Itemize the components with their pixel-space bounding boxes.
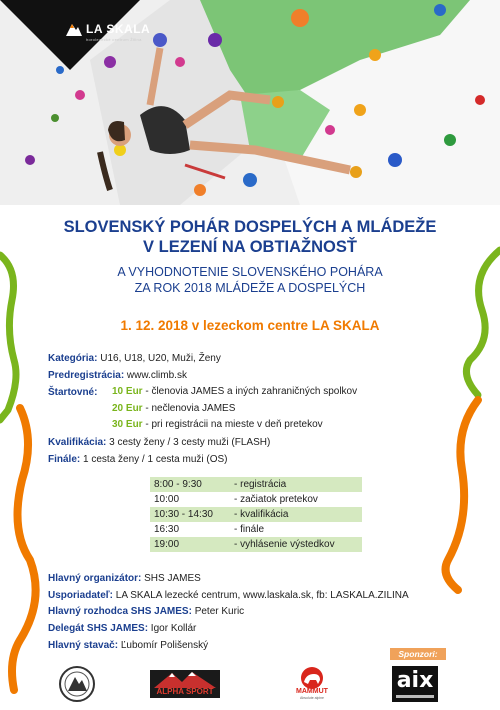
schedule-time: 19:00 xyxy=(154,539,180,550)
schedule-row xyxy=(150,507,362,522)
final-value: 1 cesta ženy / 1 cesta muži (OS) xyxy=(80,454,228,465)
delegate-label: Delegát SHS JAMES: xyxy=(48,623,149,634)
schedule-desc: - vyhlásenie výstedkov xyxy=(234,539,335,550)
fee-price: 30 Eur xyxy=(112,419,143,430)
schedule-row xyxy=(150,537,362,552)
organizer-value: SHS JAMES xyxy=(141,573,201,584)
fee-price: 10 Eur xyxy=(112,386,143,397)
organizer-label: Hlavný organizátor: xyxy=(48,573,142,584)
schedule-desc: - finále xyxy=(234,524,265,535)
fee-label: Štartovné: xyxy=(48,387,98,398)
qualification-value: 3 cesty ženy / 3 cesty muži (FLASH) xyxy=(106,437,271,448)
sponsors-label: Sponzori: xyxy=(390,648,446,660)
mammut-tagline: Absolute alpine xyxy=(300,696,324,700)
final-label: Finále: xyxy=(48,454,81,465)
fee-row-3 xyxy=(112,419,323,430)
alpha-sport-logo[interactable] xyxy=(150,670,220,698)
organizer-row xyxy=(48,573,201,584)
category-value: U16, U18, U20, Muži, Ženy xyxy=(97,353,221,364)
logo-name: LA SKALA xyxy=(86,22,151,36)
schedule-desc: - registrácia xyxy=(234,479,287,490)
fee-text: - nečlenovia JAMES xyxy=(142,403,236,414)
mountain-icon xyxy=(150,670,220,688)
aix-logo[interactable] xyxy=(392,666,438,702)
schedule-row xyxy=(150,492,362,507)
schedule-desc: - začiatok pretekov xyxy=(234,494,318,505)
fee-text: - členovia JAMES a iných zahraničných spolkov xyxy=(142,386,358,397)
host-row xyxy=(48,590,409,601)
route-setter-label: Hlavný stavač: xyxy=(48,640,119,651)
james-emblem-logo[interactable] xyxy=(58,664,96,704)
schedule-row xyxy=(150,477,362,492)
category-label: Kategória: xyxy=(48,353,98,364)
qualification-row xyxy=(48,436,270,449)
title-line-1: SLOVENSKÝ POHÁR DOSPELÝCH A MLÁDEŽE xyxy=(63,218,437,236)
title-line-2: V LEZENÍ NA OBTIAŽNOSŤ xyxy=(143,238,357,256)
delegate-row xyxy=(48,623,196,634)
route-setter-row xyxy=(48,640,208,651)
qualification-label: Kvalifikácia: xyxy=(48,437,107,448)
subtitle-line-1: A VYHODNOTENIE SLOVENSKÉHO POHÁRA xyxy=(117,265,383,279)
schedule-row xyxy=(150,522,362,537)
schedule-time: 10:30 - 14:30 xyxy=(154,509,213,520)
logo-tagline: horolezecké centrum Žilina xyxy=(86,37,142,42)
host-label: Usporiadateľ: xyxy=(48,590,113,601)
schedule-time: 8:00 - 9:30 xyxy=(154,479,202,490)
preregistration-link[interactable]: www.climb.sk xyxy=(124,370,187,381)
preregistration-label: Predregistrácia: xyxy=(48,370,125,381)
aix-underline xyxy=(396,695,434,698)
preregistration-row xyxy=(48,369,187,382)
schedule-time: 16:30 xyxy=(154,524,180,535)
schedule-table xyxy=(150,477,362,552)
event-date: 1. 12. 2018 v lezeckom centre LA SKALA xyxy=(120,318,380,333)
fee-price: 20 Eur xyxy=(112,403,143,414)
aix-text: aix xyxy=(396,668,434,693)
mammut-logo[interactable] xyxy=(288,666,336,704)
host-value: LA SKALA lezecké centrum, www.laskala.sk, fb: LASKALA.ZILINA xyxy=(112,590,409,601)
fee-label-row xyxy=(48,386,97,399)
fee-text: - pri registrácii na mieste v deň pretekov xyxy=(142,419,323,430)
chief-judge-label: Hlavný rozhodca SHS JAMES: xyxy=(48,606,192,617)
fee-row-2 xyxy=(112,403,235,414)
delegate-value: Igor Kollár xyxy=(148,623,197,634)
route-setter-value: Ľubomír Polišenský xyxy=(118,640,209,651)
category-row xyxy=(48,352,221,365)
mammut-text: MAMMUT xyxy=(296,688,328,695)
subtitle-line-2: ZA ROK 2018 MLÁDEŽE A DOSPELÝCH xyxy=(134,281,366,295)
schedule-desc: - kvalifikácia xyxy=(234,509,289,520)
mammoth-icon xyxy=(288,666,336,690)
chief-judge-row xyxy=(48,606,244,617)
schedule-time: 10:00 xyxy=(154,494,180,505)
fee-row-1 xyxy=(112,386,357,397)
final-row xyxy=(48,453,228,466)
alpha-sport-text: ALPHA SPORT xyxy=(156,687,214,696)
chief-judge-value: Peter Kuric xyxy=(191,606,245,617)
